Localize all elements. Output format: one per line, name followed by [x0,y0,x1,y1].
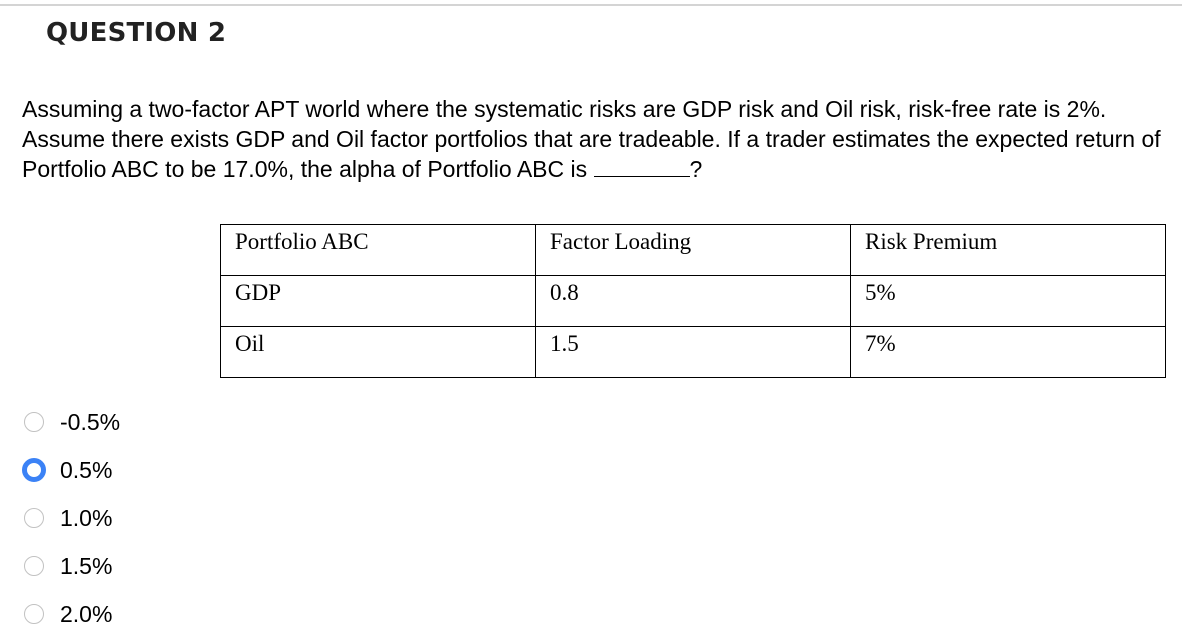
top-divider [0,4,1182,6]
table-cell: GDP [221,276,536,327]
answer-option[interactable] [24,590,120,638]
radio-button[interactable] [24,412,44,432]
radio-button[interactable] [24,604,44,624]
question-mark: ? [689,156,703,182]
table-cell: 7% [851,327,1166,378]
answer-blank [594,158,690,177]
question-text [22,94,1172,184]
answer-option[interactable] [24,494,120,542]
question-title: QUESTION 2 [46,18,227,48]
table-header-cell: Factor Loading [536,225,851,276]
table-header-cell: Portfolio ABC [221,225,536,276]
table-cell: 0.8 [536,276,851,327]
answer-option-label[interactable]: 2.0% [60,600,113,627]
table-cell: 1.5 [536,327,851,378]
radio-button[interactable] [22,458,46,482]
answer-options [24,398,120,638]
answer-option[interactable] [24,398,120,446]
answer-option-label[interactable]: 1.5% [60,552,113,579]
answer-option-label[interactable]: -0.5% [60,408,121,435]
radio-button[interactable] [24,556,44,576]
factor-table [220,224,1166,378]
answer-option-label[interactable]: 0.5% [60,456,113,483]
question-prompt: Assuming a two-factor APT world where the systematic risks are GDP risk and Oil risk, risk-free rate is 2%. Assume there exists GDP and Oil factor portfolios that are tradeable. If a trader estimates the expected return of Portfolio ABC to be 17.0%, the alpha of Portfolio ABC is [22,96,1161,182]
radio-button[interactable] [24,508,44,528]
table-cell: Oil [221,327,536,378]
table-cell: 5% [851,276,1166,327]
answer-option-label[interactable]: 1.0% [60,504,113,531]
table-header-cell: Risk Premium [851,225,1166,276]
table-row [221,276,1166,327]
table-header-row [221,225,1166,276]
answer-option[interactable] [24,446,120,494]
answer-option[interactable] [24,542,120,590]
table-row [221,327,1166,378]
